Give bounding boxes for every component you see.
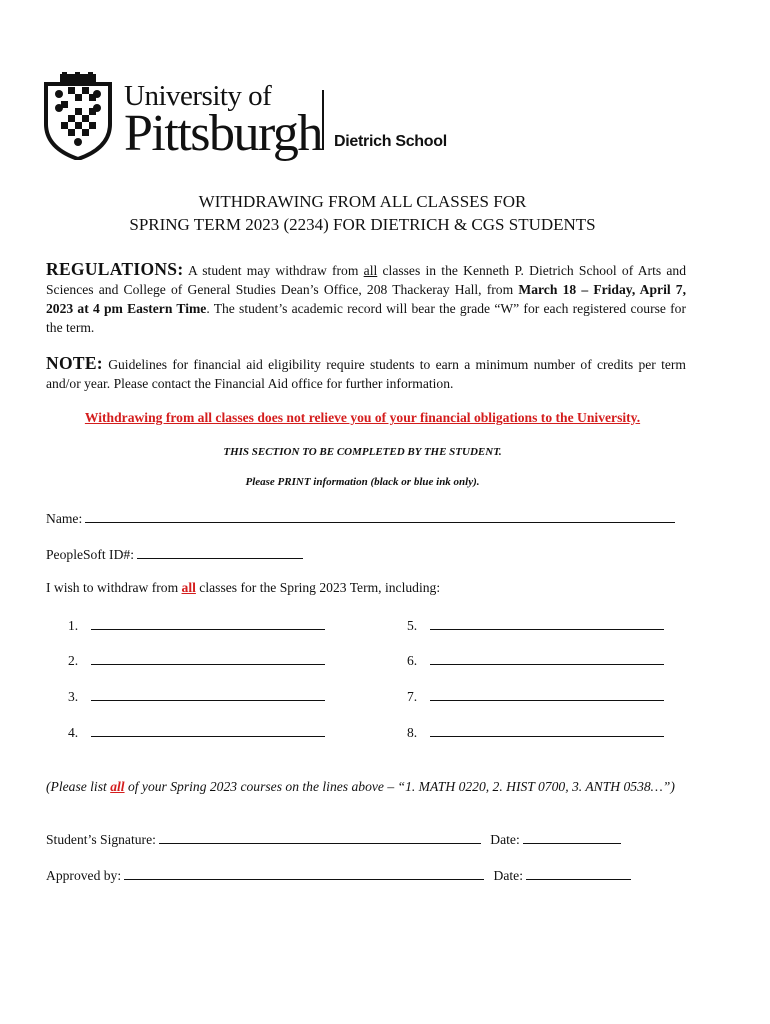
print-notice: Please PRINT information (black or blue ink only).: [245, 476, 480, 488]
logo-pittsburgh: Pittsburgh: [124, 105, 322, 162]
peoplesoft-id-field[interactable]: [137, 545, 303, 559]
course-number: 2.: [68, 653, 79, 668]
logo-university-of: University of: [124, 80, 272, 112]
signature-label: Student’s Signature:: [46, 832, 156, 847]
regulations-paragraph: [46, 260, 686, 337]
regulations-heading: REGULATIONS:: [46, 259, 184, 279]
course-number: 5.: [407, 618, 418, 633]
logo-divider: [322, 90, 324, 150]
course-number: 8.: [407, 725, 418, 740]
course-row: [68, 616, 325, 634]
course-number: 6.: [407, 653, 418, 668]
withdraw-all-emphasis: all: [181, 580, 196, 595]
course-number: 1.: [68, 618, 79, 633]
signature-date-label: Date:: [490, 832, 520, 847]
note-heading: NOTE:: [46, 353, 103, 373]
peoplesoft-row: [46, 545, 303, 563]
course-8-field[interactable]: [430, 723, 664, 737]
course-2-field[interactable]: [91, 651, 325, 665]
name-row: [46, 509, 675, 527]
course-7-field[interactable]: [430, 687, 664, 701]
course-row: [407, 616, 664, 634]
withdraw-statement: [46, 580, 440, 596]
withdraw-text-post: classes for the Spring 2023 Term, including:: [195, 580, 441, 595]
approval-row: [46, 866, 631, 884]
course-4-field[interactable]: [91, 723, 325, 737]
course-5-field[interactable]: [430, 616, 664, 630]
name-label: Name:: [46, 511, 83, 526]
course-row: [68, 723, 325, 741]
approved-by-label: Approved by:: [46, 868, 122, 883]
course-number: 7.: [407, 689, 418, 704]
regulations-text-1: A student may withdraw from: [183, 263, 364, 278]
form-title-line1: WITHDRAWING FROM ALL CLASSES FOR: [198, 192, 527, 211]
withdraw-text-pre: I wish to withdraw from: [46, 580, 182, 595]
signature-row: [46, 830, 621, 848]
course-6-field[interactable]: [430, 651, 664, 665]
financial-warning: Withdrawing from all classes does not relieve you of your financial obligations to the University.: [84, 410, 641, 425]
approved-by-field[interactable]: [124, 866, 484, 880]
instructions-all-emphasis: all: [110, 779, 125, 794]
instructions-post: of your Spring 2023 courses on the lines above – “1. MATH 0220, 2. HIST 0700, 3. ANTH 0538…”): [124, 779, 675, 794]
regulations-text-3: . The student’s academic record will bear the grade “W” for each registered course for the term.: [46, 301, 686, 335]
regulations-emphasis-all: all: [363, 263, 378, 278]
university-shield-logo: [44, 72, 112, 160]
approval-date-label: Date:: [493, 868, 523, 883]
signature-field[interactable]: [159, 830, 481, 844]
course-list-instructions: [46, 777, 686, 796]
course-row: [68, 651, 325, 669]
instructions-pre: (Please list: [46, 779, 111, 794]
approval-date-field[interactable]: [526, 866, 631, 880]
signature-date-field[interactable]: [523, 830, 621, 844]
peoplesoft-label: PeopleSoft ID#:: [46, 547, 134, 562]
course-row: [68, 687, 325, 705]
logo-school-name: Dietrich School: [334, 133, 447, 150]
course-row: [407, 687, 664, 705]
name-field[interactable]: [85, 509, 675, 523]
course-row: [407, 723, 664, 741]
note-paragraph: [46, 354, 686, 393]
course-row: [407, 651, 664, 669]
course-1-field[interactable]: [91, 616, 325, 630]
regulations-text-2: classes in the Kenneth P. Dietrich School of Arts and Sciences and College of General Studies Dean’s Office, 208 Thackeray Hall, from: [46, 263, 687, 297]
note-text: Guidelines for financial aid eligibility require students to earn a minimum number of credits per term and/or year. Please contact the Financial Aid office for further information.: [46, 357, 686, 391]
course-number: 4.: [68, 725, 79, 740]
form-title-line2: SPRING TERM 2023 (2234) FOR DIETRICH & CGS STUDENTS: [129, 215, 596, 234]
course-3-field[interactable]: [91, 687, 325, 701]
regulations-dates: March 18 – Friday, April 7, 2023 at 4 pm Eastern Time: [46, 282, 687, 316]
course-number: 3.: [68, 689, 79, 704]
section-notice: THIS SECTION TO BE COMPLETED BY THE STUDENT.: [223, 446, 502, 458]
